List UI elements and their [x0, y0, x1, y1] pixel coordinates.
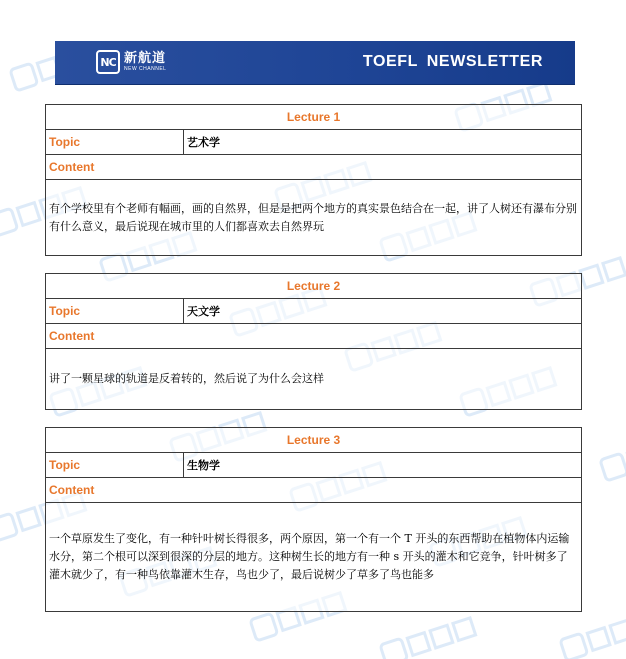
topic-row	[46, 453, 581, 478]
topic-row	[46, 299, 581, 324]
content-text: 讲了一颗星球的轨道是反着转的，然后说了为什么会这样	[49, 372, 324, 385]
topic-row	[46, 130, 581, 155]
topic-label: Topic	[46, 453, 184, 477]
content-body	[46, 349, 581, 409]
logo-mark-icon: NC	[96, 50, 120, 74]
lecture-title: Lecture 3	[46, 428, 581, 453]
lecture-title: Lecture 2	[46, 274, 581, 299]
content-label: Content	[46, 478, 581, 503]
logo-text	[124, 52, 166, 72]
logo-chinese-name: 新航道	[124, 51, 167, 66]
topic-value: 艺术学	[187, 136, 220, 149]
header-banner	[55, 41, 575, 84]
content-text: 有个学校里有个老师有幅画，画的自然界，但是是把两个地方的真实景色结合在一起，讲了人树还有瀑布分别有什么意义，最后说现在城市里的人们都喜欢去自然界玩	[49, 201, 577, 233]
topic-value: 生物学	[187, 459, 220, 472]
lecture-table-3	[45, 427, 582, 612]
topic-value: 天文学	[187, 305, 220, 318]
lecture-table-2	[45, 273, 582, 410]
topic-label: Topic	[46, 299, 184, 323]
topic-label: Topic	[46, 130, 184, 154]
lecture-title: Lecture 1	[46, 105, 581, 130]
content-text: 一个草原发生了变化，有一种针叶树长得很多，两个原因，第一个有一个 T 开头的东西帮助在植物体内运输水分，第二个根可以深到很深的分层的地方。这种树生长的地方有一种 s 开头的灌木和它竞争，针叶树多了灌木就少了，有一种鸟依靠灌木生存，鸟也少了，最后说树少了草多了鸟也能多	[49, 532, 570, 581]
content-body	[46, 503, 581, 611]
brand-logo	[96, 47, 166, 77]
newsletter-title: TOEFL NEWSLETTER	[362, 53, 543, 70]
lecture-table-1	[45, 104, 582, 256]
content-label: Content	[46, 155, 581, 180]
content-label: Content	[46, 324, 581, 349]
content-body	[46, 180, 581, 255]
logo-english-name: NEW CHANNEL	[124, 66, 167, 72]
